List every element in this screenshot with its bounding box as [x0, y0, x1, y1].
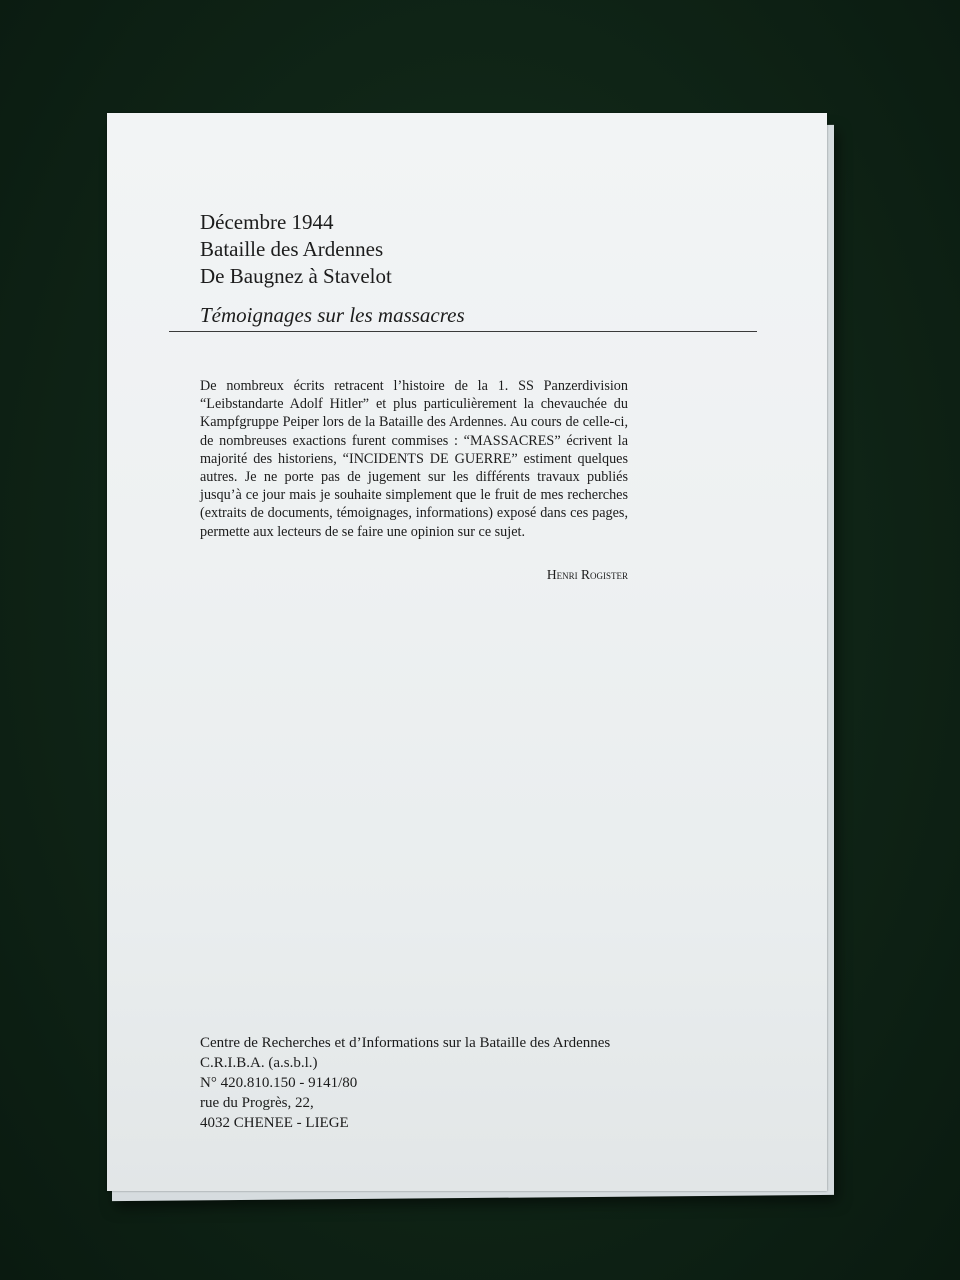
title-line-date: Décembre 1944: [200, 210, 334, 234]
cover-title-block: [200, 209, 392, 290]
author-signature: Henri Rogister: [546, 567, 628, 582]
publisher-number: N° 420.810.150 - 9141/80: [200, 1075, 358, 1091]
title-line-battle: Bataille des Ardennes: [200, 237, 384, 261]
publisher-acronym: C.R.I.B.A. (a.s.b.l.): [200, 1055, 318, 1071]
cover-blurb: De nombreux écrits retracent l’histoire de la 1. SS Panzerdivision “Leibstandarte Adolf Hitler” et plus particulièrement la chevauchée du Kampfgruppe Peiper lors de la Bataille des Ardennes. Au cours de celle-ci, de nombreuses exactions furent commises : “MASSACRES” écrivent la majorité des historiens, “INCIDENTS DE GUERRE” estiment quelques autres. Je ne porte pas de jugement sur les différents travaux publiés jusqu’à ce jour mais je souhaite simplement que le fruit de mes recherches (extraits de documents, témoignages, informations) exposé dans ces pages, permette aux lecteurs de se faire une opinion sur ce sujet.: [200, 378, 628, 540]
publisher-address: [200, 1033, 610, 1133]
publisher-street: rue du Progrès, 22,: [200, 1095, 314, 1111]
publisher-city: 4032 CHENEE - LIEGE: [200, 1115, 349, 1131]
cover-subtitle: Témoignages sur les massacres: [200, 303, 465, 327]
book-back-cover: [107, 113, 827, 1191]
publisher-name: Centre de Recherches et d’Informations sur la Bataille des Ardennes: [200, 1035, 611, 1051]
title-line-places: De Baugnez à Stavelot: [200, 264, 392, 288]
title-divider: [169, 331, 757, 332]
